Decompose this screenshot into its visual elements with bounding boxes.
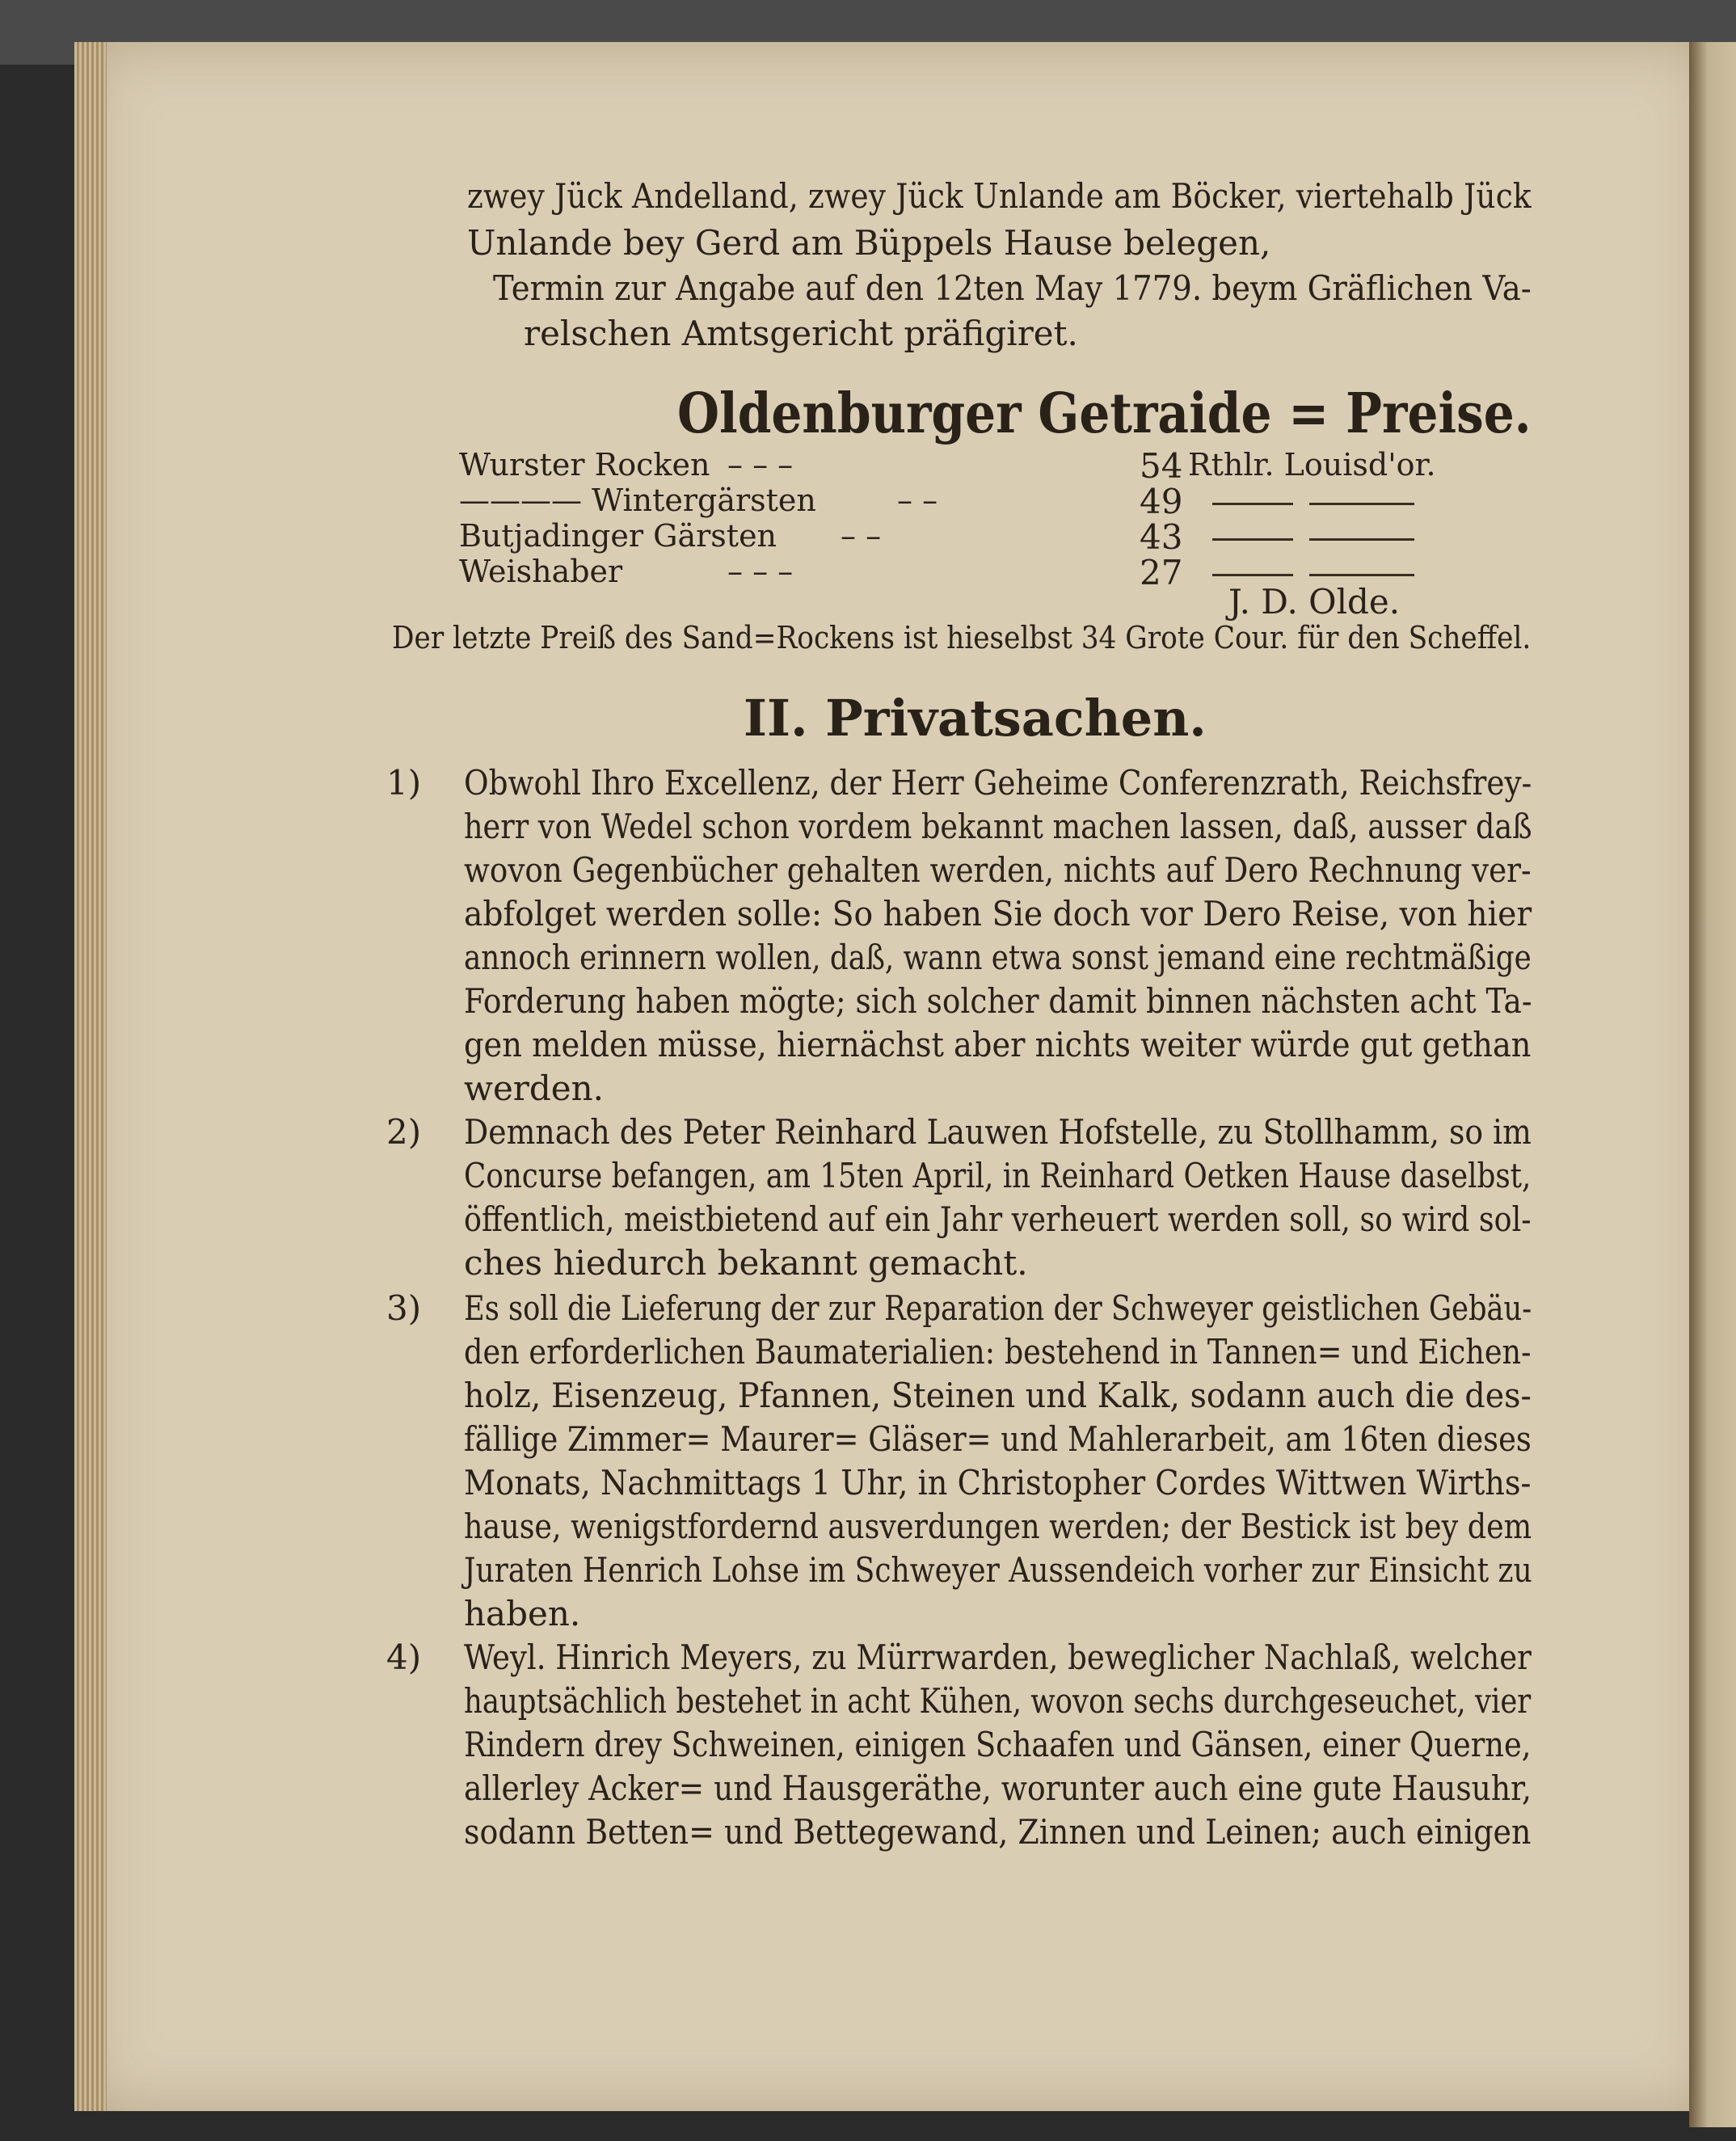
price-value: 43 (1140, 517, 1183, 557)
price-value: 54 (1140, 446, 1183, 486)
item-line: Demnach des Peter Reinhard Lauwen Hofstelle, zu Stollhamm, so im (464, 1112, 1532, 1152)
price-label: Wurster Rocken (459, 447, 710, 483)
item-line: den erforderlichen Baumaterialien: bestehend in Tannen= und Eichen- (464, 1332, 1532, 1372)
item-line: hause, wenigstfordernd ausverdungen werden; der Bestick ist bey dem (464, 1507, 1532, 1546)
ditto-dash (1309, 574, 1414, 576)
price-dashes: – – (897, 483, 938, 518)
item-line: holz, Eisenzeug, Pfannen, Steinen und Kalk, sodann auch die des- (464, 1376, 1532, 1415)
intro-line: Unlande bey Gerd am Büppels Hause belegen, (467, 223, 1271, 263)
item-line: abfolget werden solle: So haben Sie doch vor Dero Reise, von hier (464, 894, 1532, 934)
item-line: fällige Zimmer= Maurer= Gläser= und Mahlerarbeit, am 16ten dieses (464, 1419, 1532, 1459)
ditto-dash (1212, 503, 1293, 505)
item-line: Monats, Nachmittags 1 Uhr, in Christopher Cordes Wittwen Wirths- (464, 1463, 1532, 1502)
item-line: Es soll die Lieferung der zur Reparation der Schweyer geistlichen Gebäu- (464, 1288, 1532, 1328)
price-unit: Rthlr. Louisd'or. (1188, 447, 1436, 483)
item-line: Weyl. Hinrich Meyers, zu Mürrwarden, beweglicher Nachlaß, welcher (464, 1637, 1532, 1677)
intro-line: Termin zur Angabe auf den 12ten May 1779. beym Gräflichen Va- (493, 268, 1532, 308)
ditto-dash (1309, 538, 1414, 541)
item-line: Rindern drey Schweinen, einigen Schaafen und Gänsen, einer Querne, (464, 1725, 1532, 1764)
item-line: allerley Acker= und Hausgeräthe, worunter auch eine gute Hausuhr, (464, 1768, 1532, 1808)
ditto-dash (1212, 538, 1293, 541)
price-label: Weishaber (459, 554, 623, 589)
item-line: haben. (464, 1594, 581, 1633)
price-label: ———— Wintergärsten (459, 483, 816, 518)
item-line: hauptsächlich bestehet in acht Kühen, wovon sechs durchgeseuchet, vier (464, 1681, 1532, 1721)
item-line: gen melden müsse, hiernächst aber nichts weiter würde gut gethan (464, 1025, 1532, 1064)
item-line: werden. (464, 1068, 605, 1108)
item-line: annoch erinnern wollen, daß, wann etwa sonst jemand eine rechtmäßige (464, 938, 1532, 977)
prices-signature: J. D. Olde. (1228, 582, 1401, 622)
item-number: 3) (386, 1288, 422, 1328)
prices-title: Oldenburger Getraide = Preise. (677, 381, 1532, 446)
price-value: 27 (1140, 553, 1183, 592)
ditto-dash (1309, 503, 1414, 505)
item-number: 1) (386, 763, 422, 803)
intro-line: zwey Jück Andelland, zwey Jück Unlande am Böcker, viertehalb Jück (467, 176, 1532, 216)
price-value: 49 (1140, 482, 1183, 521)
item-number: 2) (386, 1112, 422, 1152)
item-line: öffentlich, meistbietend auf ein Jahr verheuert werden soll, so wird sol- (464, 1199, 1532, 1239)
price-dashes: – – (841, 518, 882, 554)
price-dashes: – – – (727, 554, 794, 589)
item-line: Juraten Henrich Lohse im Schweyer Aussendeich vorher zur Einsicht zu (464, 1550, 1532, 1590)
item-line: ches hiedurch bekannt gemacht. (464, 1243, 1028, 1283)
item-number: 4) (386, 1637, 422, 1677)
prices-note: Der letzte Preiß des Sand=Rockens ist hieselbst 34 Grote Cour. für den Scheffel. (392, 620, 1532, 655)
item-line: Concurse befangen, am 15ten April, in Reinhard Oetken Hause daselbst, (464, 1156, 1532, 1195)
price-dashes: – – – (727, 447, 794, 483)
item-line: sodann Betten= und Bettegewand, Zinnen und Leinen; auch einigen (464, 1812, 1532, 1852)
section-title: II. Privatsachen. (744, 689, 1207, 748)
item-line: Forderung haben mögte; sich solcher damit binnen nächsten acht Ta- (464, 981, 1532, 1021)
intro-line: relschen Amtsgericht präfigiret. (524, 314, 1078, 353)
ditto-dash (1212, 574, 1293, 576)
item-line: herr von Wedel schon vordem bekannt machen lassen, daß, ausser daß (464, 807, 1532, 846)
price-label: Butjadinger Gärsten (459, 518, 777, 554)
item-line: wovon Gegenbücher gehalten werden, nichts auf Dero Rechnung ver- (464, 850, 1532, 890)
item-line: Obwohl Ihro Excellenz, der Herr Geheime Conferenzrath, Reichsfrey- (464, 763, 1532, 803)
